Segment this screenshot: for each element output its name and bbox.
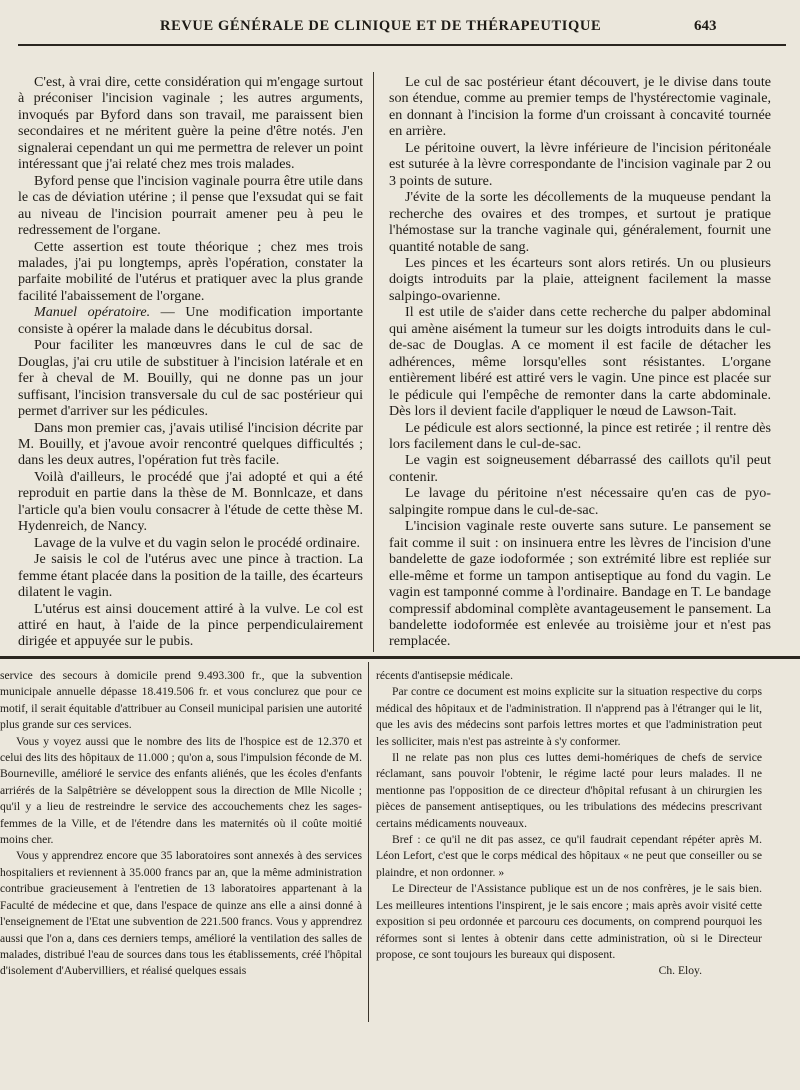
lower-right-column	[376, 668, 762, 980]
paragraph: L'utérus est ainsi doucement attiré à la vulve. Le col est attiré en haut, à l'aide de la pince perpendiculairement dirigée et appuyée sur le pubis.	[18, 600, 363, 650]
paragraph-manuel-operatoire	[18, 304, 363, 337]
paragraph: Byford pense que l'incision vaginale pourra être utile dans le cas de déviation utérine ; il pense que l'exsudat qui se fait au niveau de l'incision pourrait amener peu à peu le redressement de l'organe.	[18, 172, 363, 239]
paragraph: Le péritoine ouvert, la lèvre inférieure de l'incision péritonéale est suturée à la lèvre correspondante de l'incision vaginale par 2 ou 3 points de suture.	[389, 139, 771, 189]
paragraph: récents d'antisepsie médicale.	[376, 669, 513, 682]
paragraph: Je saisis le col de l'utérus avec une pince à traction. La femme étant placée dans la position de la taille, des écarteurs dilatent le vagin.	[18, 551, 363, 601]
header-rule	[18, 44, 786, 46]
paragraph: J'évite de la sorte les décollements de la muqueuse pendant la recherche des ovaires et des trompes, et surtout je pratique l'hémostase sur la tranche vaginale qui, généralement, fournit une quantité notable de sang.	[389, 189, 771, 255]
paragraph: Dans mon premier cas, j'avais utilisé l'incision décrite par M. Bouilly, et j'avoue avoir rencontré quelques difficultés ; dans les deux autres, l'opération fut très facile.	[18, 419, 363, 469]
paragraph: Lavage de la vulve et du vagin selon le procédé ordinaire.	[34, 534, 360, 551]
paragraph: L'incision vaginale reste ouverte sans suture. Le pansement se fait comme il suit : on insinuera entre les lèvres de l'incision d'une bandelette de gaze iodoformée ; son extrémité libre est repliée sur elle-même et forme un tampon antiseptique au fond du vagin. Le vagin est tamponné comme à l'ordinaire. Bandage en T. Le bandage compressif abdominal complète avantageusement le pansement. La bandelette iodoformée est enlevée au troisième jour et n'est pas remplacée.	[389, 518, 771, 650]
paragraph: Bref : ce qu'il ne dit pas assez, ce qu'il faudrait cependant répéter après M. Léon Lefort, c'est que le corps médical des hôpitaux « ne peut que conseiller ou se plaindre, et non ordonner. »	[376, 833, 762, 879]
paragraph: Le pédicule est alors sectionné, la pince est retirée ; il rentre dès lors facilement dans le cul-de-sac.	[389, 419, 771, 452]
paragraph: service des secours à domicile prend 9.493.300 fr., que la subvention municipale annuelle dépasse 18.419.506 fr. et vous conclurez que pour ce motif, il serait équitable d'attribuer au Conseil municipal parisien une autorité plus grande sur ces services.	[0, 669, 362, 732]
paragraph: Il est utile de s'aider dans cette recherche du palper abdominal qui amène aisément la tumeur sur les doigts introduits dans le cul-de-sac de Douglas. A ce moment il est facile de détacher les adhérences, même lorsqu'elles sont résistantes. L'organe entièrement libéré est attiré vers le vagin. Une pince est placée sur le pédicule qui l'empêche de remonter dans la carte abdominale. Dès lors il devient facile d'appliquer le nœud de Lawson-Tait.	[389, 304, 771, 420]
section-text: — Une modification importante consiste à opérer la malade dans le décubitus dorsal.	[18, 304, 363, 337]
lower-left-column	[0, 668, 362, 980]
paragraph: Les pinces et les écarteurs sont alors retirés. Un ou plusieurs doigts introduits par la plaie, atteignent facilement la masse salpingo-ovarienne.	[389, 254, 771, 304]
paragraph: Le lavage du péritoine n'est nécessaire qu'en cas de pyo-salpingite rompue dans le cul-de-sac.	[389, 485, 771, 518]
paragraph: Par contre ce document est moins explicite sur la situation respective du corps médical des hôpitaux et de l'administration. Il n'apprend pas à l'étranger qui le lit, que les avis des médecins sont parfois lettres mortes et que l'administration peut les solliciter, mais n'est pas astreinte à s'y conformer.	[376, 685, 762, 748]
paragraph: Vous y voyez aussi que le nombre des lits de l'hospice est de 12.370 et celui des lits des hôpitaux de 11.000 ; qu'on a, sous l'impulsion féconde de M. Bourneville, amélioré le service des enfants aliénés, que les écoles d'enfants arriérés de la Salpêtrière se développent sous la direction de Mlle Nicolle ; qu'il y a lieu de restreindre le service des accouchements chez les sages-femmes de la Ville, et de l'étendre dans les maternités où il coûte moitié moins cher.	[0, 734, 362, 847]
paragraph: Le vagin est soigneusement débarrassé des caillots qu'il peut contenir.	[389, 452, 771, 485]
journal-title: REVUE GÉNÉRALE DE CLINIQUE ET DE THÉRAPEUTIQUE	[160, 18, 602, 34]
upper-left-column	[18, 74, 363, 650]
paragraph: Cette assertion est toute théorique ; chez mes trois malades, j'ai pu longtemps, après l'opération, constater la parfaite mobilité de l'utérus et pratiquer avec la plus grande facilité l'abaissement de l'organe.	[18, 238, 363, 304]
paragraph: Pour faciliter les manœuvres dans le cul de sac de Douglas, j'ai cru utile de substituer à l'incision latérale et en fer à cheval de M. Bouilly, qui ne donne pas un jour suffisant, l'incision transversale du cul de sac postérieur qui permet d'arriver sur les pédicules.	[18, 337, 363, 420]
section-rule	[0, 656, 800, 659]
page-number: 643	[694, 18, 717, 34]
column-divider	[373, 72, 374, 652]
paragraph: Vous y apprendrez encore que 35 laboratoires sont annexés à des services hospitaliers et reviennent à 35.000 francs par an, que la même administration contribue gracieusement à l'entretien de 13 laboratoires appartenant à la Faculté de médecine et que, dans l'espace de quinze ans elle a ainsi donné à l'enseignement de l'Etat une subvention de 221.500 francs. Vous y apprendrez aussi que l'on a, dans ces derniers temps, amélioré la ventilation des salles de malades, distribué l'eau de sources dans tous les établissements, créé l'hôpital d'isolement d'Aubervilliers, et réalisé quelques essais	[0, 849, 362, 978]
running-header	[0, 18, 800, 38]
upper-right-column	[389, 74, 771, 650]
author-signature: Ch. Eloy.	[658, 964, 702, 978]
column-divider	[368, 662, 369, 1022]
paragraph: Le Directeur de l'Assistance publique est un de nos confrères, je le sais bien. Les meilleures intentions l'inspirent, je le sais encore ; mais après avoir visité cette exposition si peu ordonnée et parcouru ces documents, on comprend pourquoi les réformes sont si lentes à obtenir dans cette administration, où si le Directeur propose, ce sont toujours les bureaux qui disposent.	[376, 882, 762, 961]
section-label: Manuel opératoire.	[34, 304, 151, 321]
paragraph: Voilà d'ailleurs, le procédé que j'ai adopté et qui a été reproduit en partie dans la thèse de M. Bonnlcaze, et dans l'article qu'a bien voulu consacrer à l'étude de cette thèse M. Hydenreich, de Nancy.	[18, 468, 363, 535]
paragraph: Il ne relate pas non plus ces luttes demi-homériques de chefs de service réclamant, sans pouvoir l'obtenir, le régime lacté pour leurs malades. Il ne mentionne pas l'opposition de ce directeur d'hôpital refusant à un chirurgien les pièces de pansement antiseptiques, ou les tribulations des médecins prescrivant certains médicaments nouveaux.	[376, 751, 762, 830]
paragraph: C'est, à vrai dire, cette considération qui m'engage surtout à préconiser l'incision vaginale ; les autres arguments, invoqués par Byford dans son travail, me paraissent bien secondaires et ne méritent guère la peine d'être notés. J'en signalerai cependant un qui me permettra de relever un point intéressant que j'ai relaté chez mes trois malades.	[18, 74, 363, 173]
paragraph: Le cul de sac postérieur étant découvert, je le divise dans toute son étendue, comme au premier temps de l'hystérectomie vaginale, en donnant à l'incision la forme d'un croissant à concavité tournée en arrière.	[389, 74, 771, 140]
